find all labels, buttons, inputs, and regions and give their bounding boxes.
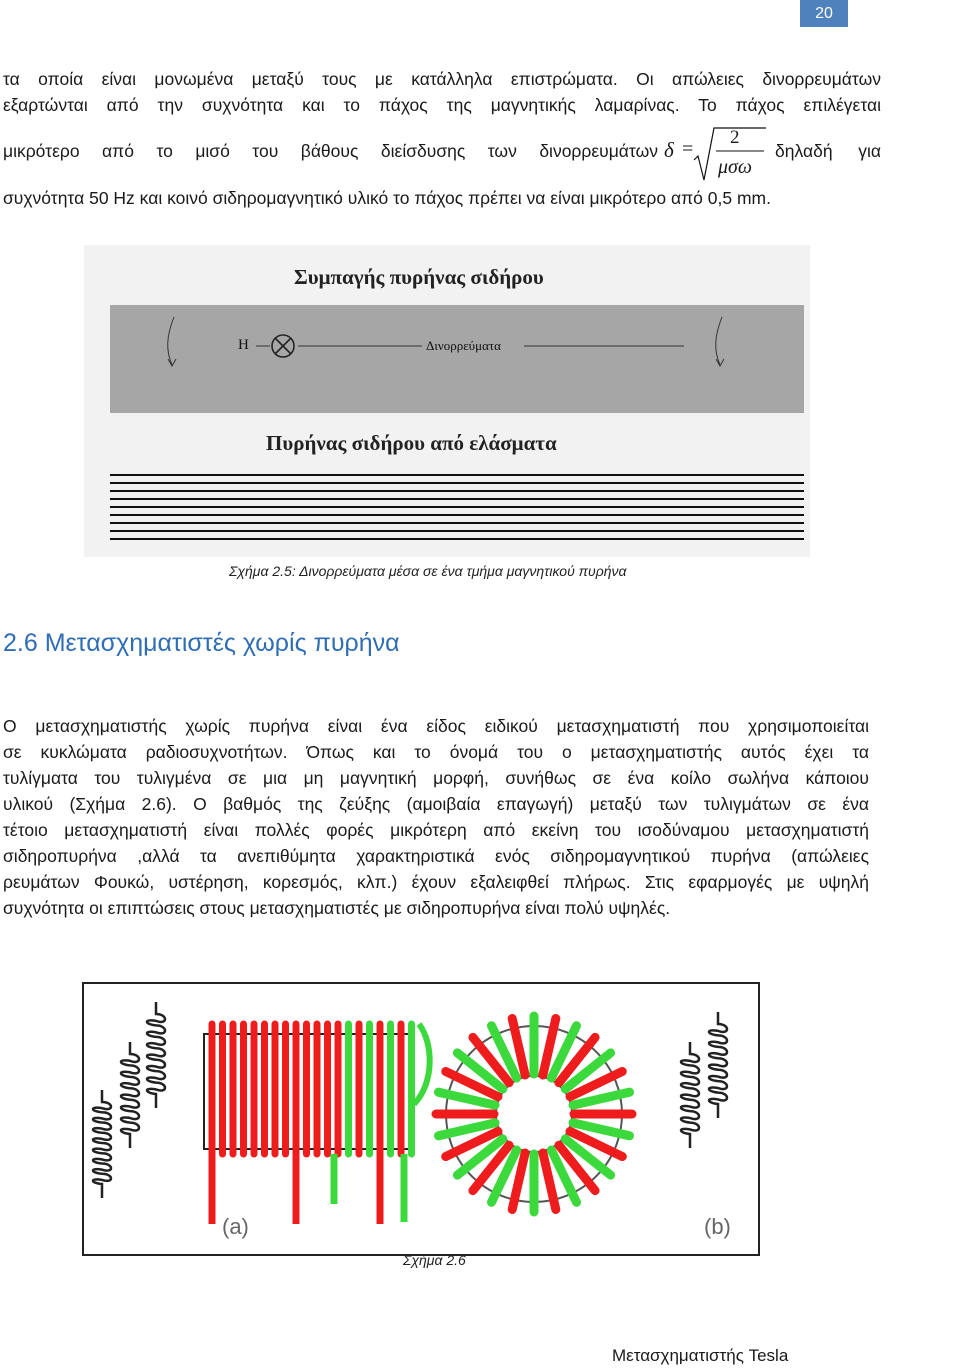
formula-delta: δ <box>664 138 674 162</box>
figure-air-core-transformers <box>82 982 760 1256</box>
formula-equals: = <box>682 138 694 160</box>
section-title: 2.6 Μετασχηματιστές χωρίς πυρήνα <box>3 629 400 657</box>
page-number: 20 <box>800 0 848 27</box>
formula-numerator: 2 <box>730 127 740 148</box>
toroid-inner <box>496 1076 572 1152</box>
laminations <box>110 475 804 539</box>
body-line-3: τυλίγματα του τυλιγμένα σε μια μη μαγνητική μορφή, συνήθως σε ένα κοίλο σωλήνα κάποιου <box>3 768 869 788</box>
body-line-5: τέτοιο μετασχηματιστή είναι πολλές φορές μικρότερη από εκείνη του ισοδύναμου μετασχηματιστή <box>3 820 869 840</box>
h-label: H <box>238 337 249 353</box>
intro-line-3-tail: δηλαδή για <box>775 141 881 161</box>
figure-caption-2-5: Σχήμα 2.5: Δινορρεύματα μέσα σε ένα τμήμα μαγνητικού πυρήνα <box>229 563 627 579</box>
figure-eddy-currents <box>84 245 810 557</box>
coil-spring-left-1 <box>93 1090 111 1198</box>
skin-depth-formula <box>662 122 772 184</box>
solenoid-lead-6 <box>414 1024 430 1104</box>
formula-denominator: μσω <box>718 156 753 178</box>
coil-spring-left-2 <box>121 1042 139 1148</box>
coil-spring-right-1 <box>681 1042 699 1148</box>
body-line-8: συχνότητα οι επιπτώσεις στους μετασχηματιστές με σιδηροπυρήνα είναι πολύ υψηλές. <box>3 898 671 918</box>
coil-spring-right-2 <box>709 1012 727 1118</box>
intro-line-1: τα οποία είναι μονωμένα μεταξύ τους με κατάλληλα επιστρώματα. Οι απώλειες δινορρευμάτων <box>3 69 881 89</box>
coil-spring-left-3 <box>147 1002 165 1108</box>
label-b: (b) <box>704 1214 731 1239</box>
figure-title-solid-core: Συμπαγής πυρήνας σιδήρου <box>294 265 544 289</box>
body-line-4: υλικού (Σχήμα 2.6). Ο βαθμός της ζεύξης (αμοιβαία επαγωγή) μεταξύ των τυλιγμάτων σε ένα <box>3 794 869 814</box>
figure-coils-drawing <box>84 984 758 1254</box>
intro-line-3: μικρότερο από το μισό του βάθους διείσδυσης των δινορρευμάτων <box>3 141 658 161</box>
figure-caption-2-6: Σχήμα 2.6 <box>403 1252 466 1268</box>
sqrt-sign-icon <box>662 122 772 184</box>
body-line-7: ρευμάτων Φουκώ, υστέρηση, κορεσμός, κλπ.) έχουν εξαλειφθεί πλήρως. Στις εφαρμογές με υψηλή <box>3 872 869 892</box>
eddy-label: Δινορρεύματα <box>426 338 501 353</box>
body-line-6: σιδηροπυρήνα ,αλλά τα ανεπιθύμητα χαρακτηριστικά ενός σιδηρομαγνητικού πυρήνα (απώλειες <box>3 846 869 866</box>
figure-title-laminated-core: Πυρήνας σιδήρου από ελάσματα <box>266 431 557 455</box>
body-line-2: σε κυκλώματα ραδιοσυχνοτήτων. Όπως και το όνομά του ο μετασχηματιστής αυτός έχει τα <box>3 742 869 762</box>
intro-line-4: συχνότητα 50 Hz και κοινό σιδηρομαγνητικό υλικό το πάχος πρέπει να είναι μικρότερο από 0,5 mm. <box>3 188 771 208</box>
intro-line-2: εξαρτώνται από την συχνότητα και το πάχος της μαγνητικής λαμαρίνας. Το πάχος επιλέγεται <box>3 95 881 115</box>
body-line-1: Ο μετασχηματιστής χωρίς πυρήνα είναι ένα είδος ειδικού μετασχηματιστή που χρησιμοποιείται <box>3 716 869 736</box>
footer-title: Μετασχηματιστής Tesla <box>612 1346 789 1365</box>
label-a: (a) <box>222 1214 249 1239</box>
figure-eddy-drawing <box>84 245 810 557</box>
